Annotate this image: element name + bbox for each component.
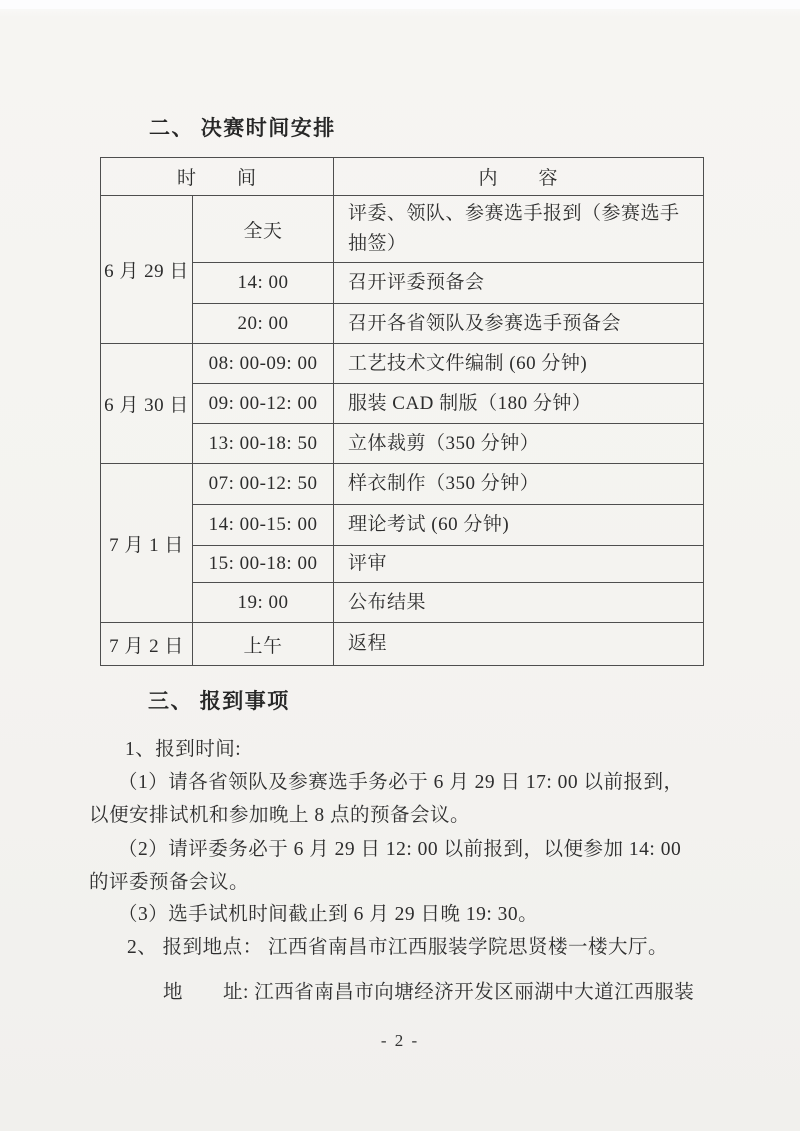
date-cell: 7 月 1 日 (101, 464, 193, 623)
content-cell: 返程 (334, 623, 704, 666)
paragraph-line: （1）请各省领队及参赛选手务必于 6 月 29 日 17: 00 以前报到， (118, 772, 684, 793)
table-header-content: 内 容 (334, 158, 704, 196)
section-2-heading: 二、 决赛时间安排 (149, 116, 336, 140)
time-cell: 07: 00-12: 50 (193, 464, 334, 505)
paragraph-line: （3）选手试机时间截止到 6 月 29 日晚 19: 30。 (118, 904, 539, 925)
content-cell: 评委、领队、参赛选手报到（参赛选手抽签） (334, 196, 704, 263)
content-cell: 评审 (334, 546, 704, 583)
time-cell: 09: 00-12: 00 (193, 384, 334, 424)
content-cell: 服装 CAD 制版（180 分钟） (334, 384, 704, 424)
schedule-table (100, 157, 704, 666)
content-cell: 召开各省领队及参赛选手预备会 (334, 304, 704, 344)
paragraph-line: 以便安排试机和参加晚上 8 点的预备会议。 (89, 805, 471, 826)
date-cell: 6 月 30 日 (101, 344, 193, 464)
page-number: - 2 - (380, 1031, 420, 1050)
time-cell: 20: 00 (193, 304, 334, 344)
time-cell: 全天 (193, 196, 334, 263)
time-cell: 15: 00-18: 00 (193, 546, 334, 583)
paragraph-line: 2、 报到地点： 江西省南昌市江西服装学院思贤楼一楼大厅。 (127, 937, 669, 958)
time-cell: 上午 (193, 623, 334, 666)
content-cell: 理论考试 (60 分钟) (334, 505, 704, 546)
section-3-heading: 三、 报到事项 (148, 689, 290, 713)
paragraph-line: （2）请评委务必于 6 月 29 日 12: 00 以前报到，以便参加 14: 00 (118, 839, 682, 860)
content-cell: 召开评委预备会 (334, 263, 704, 304)
scan-edge (0, 0, 800, 9)
date-cell: 7 月 2 日 (101, 623, 193, 666)
time-cell: 13: 00-18: 50 (193, 424, 334, 464)
content-cell: 样衣制作（350 分钟） (334, 464, 704, 505)
table-header-time: 时 间 (101, 158, 334, 196)
date-cell: 6 月 29 日 (101, 196, 193, 344)
paragraph-line: 的评委预备会议。 (89, 872, 250, 893)
paragraph-line: 1、报到时间: (125, 739, 242, 760)
content-cell: 立体裁剪（350 分钟） (334, 424, 704, 464)
time-cell: 14: 00-15: 00 (193, 505, 334, 546)
time-cell: 08: 00-09: 00 (193, 344, 334, 384)
content-cell: 工艺技术文件编制 (60 分钟) (334, 344, 704, 384)
paragraph-line: 地 址: 江西省南昌市向塘经济开发区丽湖中大道江西服装 (163, 982, 695, 1003)
content-cell: 公布结果 (334, 583, 704, 623)
time-cell: 14: 00 (193, 263, 334, 304)
time-cell: 19: 00 (193, 583, 334, 623)
